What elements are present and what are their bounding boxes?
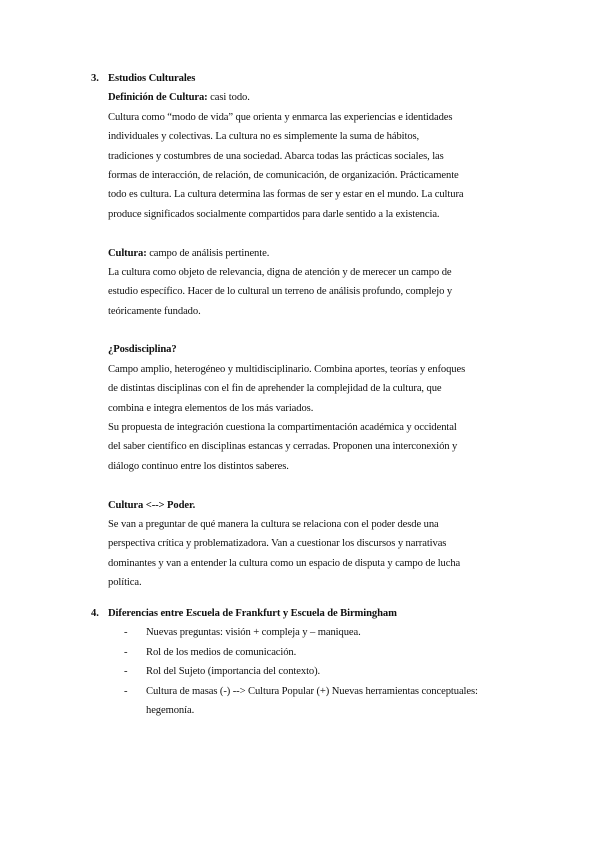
list-item — [124, 623, 504, 642]
cultura-line: teóricamente fundado. — [108, 305, 201, 317]
definition-line: todo es cultura. La cultura determina las formas de ser y estar en el mundo. La cultura — [108, 189, 464, 201]
list-item — [124, 643, 504, 662]
posdisciplina-line: Su propuesta de integración cuestiona la compartimentación académica y occidental — [108, 422, 457, 434]
cultura-heading — [108, 244, 500, 263]
poder-heading: Cultura <--> Poder. — [108, 499, 196, 511]
cultura-line: estudio específico. Hacer de lo cultural un terreno de análisis profundo, complejo y — [108, 286, 453, 298]
list-item-line: Nuevas preguntas: visión + compleja y – maniquea. — [146, 627, 361, 639]
posdisciplina-line: diálogo continuo entre los distintos saberes. — [108, 460, 289, 472]
poder-line: dominantes y van a entender la cultura como un espacio de disputa y campo de lucha — [108, 557, 461, 569]
bullet-dash: - — [124, 666, 128, 678]
section-4-title: Diferencias entre Escuela de Frankfurt y Escuela de Birmingham — [108, 608, 397, 619]
definition-heading — [108, 88, 500, 107]
bullet-dash: - — [124, 627, 128, 639]
definition-line: Cultura como “modo de vida” que orienta y enmarca las experiencias e identidades — [108, 111, 453, 123]
list-item-line: Cultura de masas (-) --> Cultura Popular (+) Nuevas herramientas conceptuales: — [146, 685, 478, 697]
cultura-value: campo de análisis pertinente. — [146, 247, 270, 259]
posdisciplina-heading: ¿Posdisciplina? — [108, 344, 177, 356]
poder-line: política. — [108, 577, 142, 589]
section-3-number: 3. — [91, 73, 99, 84]
list-item-line: hegemonía. — [146, 704, 195, 716]
definition-line: produce significados socialmente compartidos para darle sentido a la existencia. — [108, 208, 440, 220]
definition-value: casi todo. — [207, 92, 250, 104]
posdisciplina-line: Campo amplio, heterogéneo y multidisciplinario. Combina aportes, teorías y enfoques — [108, 363, 466, 375]
list-item-line: Rol de los medios de comunicación. — [146, 646, 297, 658]
bullet-dash: - — [124, 685, 128, 697]
definition-line: formas de interacción, de relación, de comunicación, de organización. Prácticamente — [108, 169, 459, 181]
cultura-line: La cultura como objeto de relevancia, digna de atención y de merecer un campo de — [108, 266, 452, 278]
definition-line: individuales y colectivas. La cultura no es simplemente la suma de hábitos, — [108, 131, 420, 143]
posdisciplina-line: del saber científico en disciplinas estancas y cerradas. Proponen una interconexión y — [108, 441, 458, 453]
list-item — [124, 662, 504, 681]
section-3-body — [108, 69, 500, 593]
posdisciplina-line: combina e integra elementos de los más variados. — [108, 402, 314, 414]
list-item — [124, 682, 504, 721]
posdisciplina-line: de distintas disciplinas con el fin de aprehender la complejidad de la cultura, que — [108, 383, 442, 395]
poder-line: perspectiva crítica y problematizadora. Van a cuestionar los discursos y narrativas — [108, 538, 447, 550]
poder-line: Se van a preguntar de qué manera la cultura se relaciona con el poder desde una — [108, 518, 439, 530]
bullet-dash: - — [124, 646, 128, 658]
definition-label: Definición de Cultura: — [108, 92, 208, 104]
list-item-line: Rol del Sujeto (importancia del contexto). — [146, 666, 321, 678]
section-3-title: Estudios Culturales — [108, 73, 196, 84]
differences-list — [124, 623, 504, 720]
section-4-number: 4. — [91, 608, 99, 619]
definition-line: tradiciones y costumbres de una sociedad. Abarca todas las prácticas sociales, las — [108, 150, 444, 162]
cultura-label: Cultura: — [108, 247, 147, 259]
section-4-body — [108, 604, 500, 623]
